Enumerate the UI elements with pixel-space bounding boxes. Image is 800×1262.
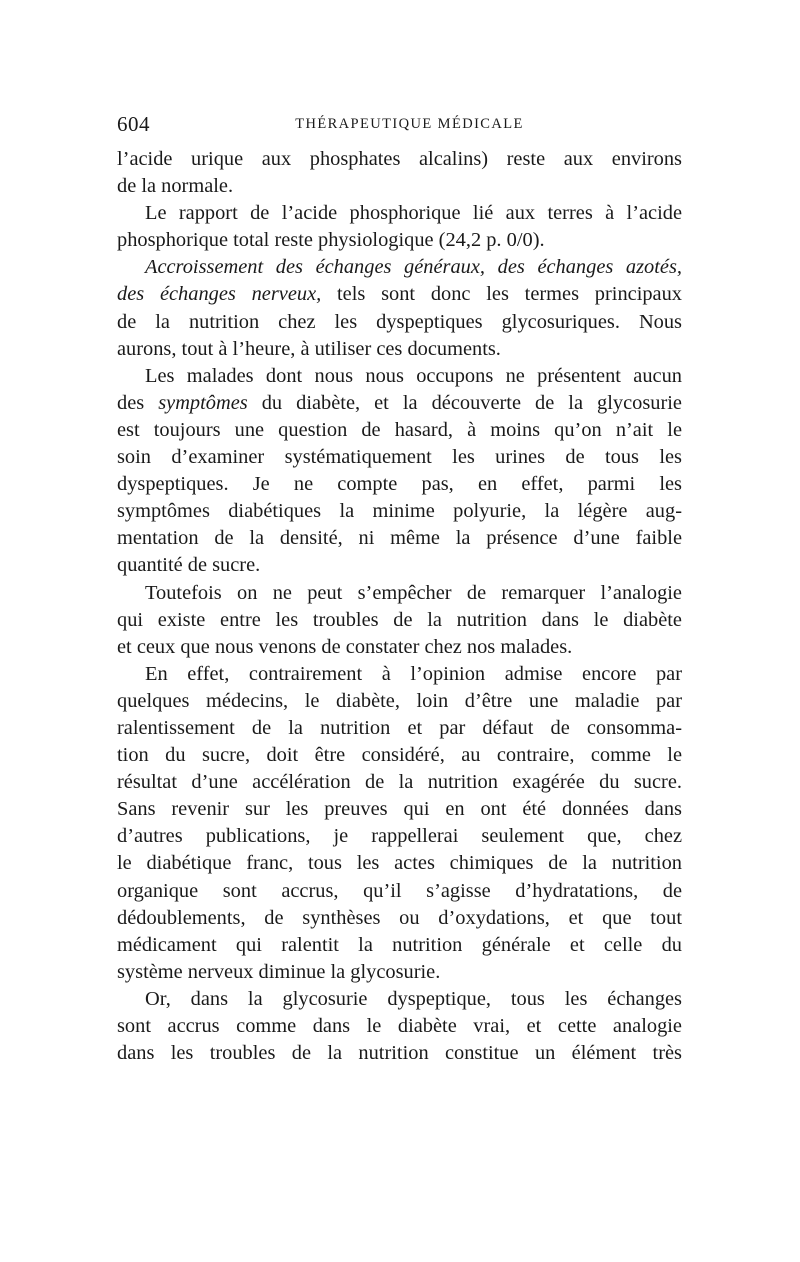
paragraph-line: mentation de la densité, ni même la présence d’une faible — [117, 527, 682, 550]
paragraph-line: tion du sucre, doit être considéré, au contraire, comme le — [117, 744, 682, 767]
paragraph-line: dédoublements, de synthèses ou d’oxydations, et que tout — [117, 906, 682, 929]
paragraph-line: système nerveux diminue la glycosurie. — [117, 960, 441, 983]
paragraph-line: dyspeptiques. Je ne compte pas, en effet, parmi les — [117, 473, 682, 496]
paragraph-line: Sans revenir sur les preuves qui en ont été données dans — [117, 798, 682, 821]
paragraph-line: et ceux que nous venons de constater chez nos malades. — [117, 635, 573, 658]
body-text — [117, 146, 682, 1067]
paragraph-line: symptômes diabétiques la minime polyurie, la légère aug- — [117, 500, 682, 523]
paragraph-line: Toutefois on ne peut s’empêcher de remarquer l’analogie — [145, 581, 682, 604]
text-span: des — [117, 391, 159, 414]
paragraph-line: l’acide urique aux phosphates alcalins) reste aux environs — [117, 148, 682, 170]
italic-text: symptômes — [158, 391, 248, 414]
paragraph-line: ralentissement de la nutrition et par défaut de consomma- — [117, 716, 682, 739]
paragraph-line: est toujours une question de hasard, à moins qu’on n’ait le — [117, 418, 682, 441]
paragraph-line: de la nutrition chez les dyspeptiques glycosuriques. Nous — [117, 310, 682, 333]
text-span: du diabète, et la découverte de la glycosurie — [247, 391, 682, 414]
italic-text: des échanges nerveux, — [117, 283, 322, 306]
paragraph-line: soin d’examiner systématiquement les urines de tous les — [117, 446, 682, 469]
paragraph-line: médicament qui ralentit la nutrition générale et celle du — [117, 933, 682, 956]
paragraph-line — [117, 281, 682, 308]
paragraph-line: quelques médecins, le diabète, loin d’être une maladie par — [117, 689, 682, 712]
paragraph-line: phosphorique total reste physiologique (24,2 p. 0/0). — [117, 229, 545, 252]
paragraph-line: qui existe entre les troubles de la nutrition dans le diabète — [117, 608, 682, 631]
paragraph-line: d’autres publications, je rappellerai seulement que, chez — [117, 825, 682, 848]
paragraph-line: Or, dans la glycosurie dyspeptique, tous les échanges — [145, 987, 682, 1010]
paragraph-line: le diabétique franc, tous les actes chimiques de la nutrition — [117, 852, 682, 875]
paragraph-line — [117, 254, 682, 281]
page-number: 604 — [117, 112, 150, 136]
paragraph-line: de la normale. — [117, 175, 234, 198]
paragraph-line: organique sont accrus, qu’il s’agisse d’hydratations, de — [117, 879, 682, 902]
running-head — [117, 112, 682, 140]
paragraph-line: Le rapport de l’acide phosphorique lié aux terres à l’acide — [145, 202, 682, 225]
paragraph-line: sont accrus comme dans le diabète vrai, et cette analogie — [117, 1015, 682, 1037]
paragraph-line: En effet, contrairement à l’opinion admise encore par — [145, 662, 682, 685]
paragraph-line: dans les troubles de la nutrition constitue un élément très — [117, 1042, 682, 1065]
book-page — [117, 112, 682, 1067]
paragraph-line: résultat d’une accélération de la nutrition exagérée du sucre. — [117, 771, 682, 794]
paragraph-line: Les malades dont nous nous occupons ne présentent aucun — [145, 364, 682, 387]
text-span: tels sont donc les termes principaux — [321, 283, 682, 306]
paragraph-line — [117, 390, 682, 417]
paragraph-line: quantité de sucre. — [117, 554, 261, 577]
running-title: THÉRAPEUTIQUE MÉDICALE — [295, 116, 524, 132]
italic-text: Accroissement des échanges généraux, des échanges azotés, — [145, 256, 682, 279]
paragraph-line: aurons, tout à l’heure, à utiliser ces documents. — [117, 337, 501, 360]
